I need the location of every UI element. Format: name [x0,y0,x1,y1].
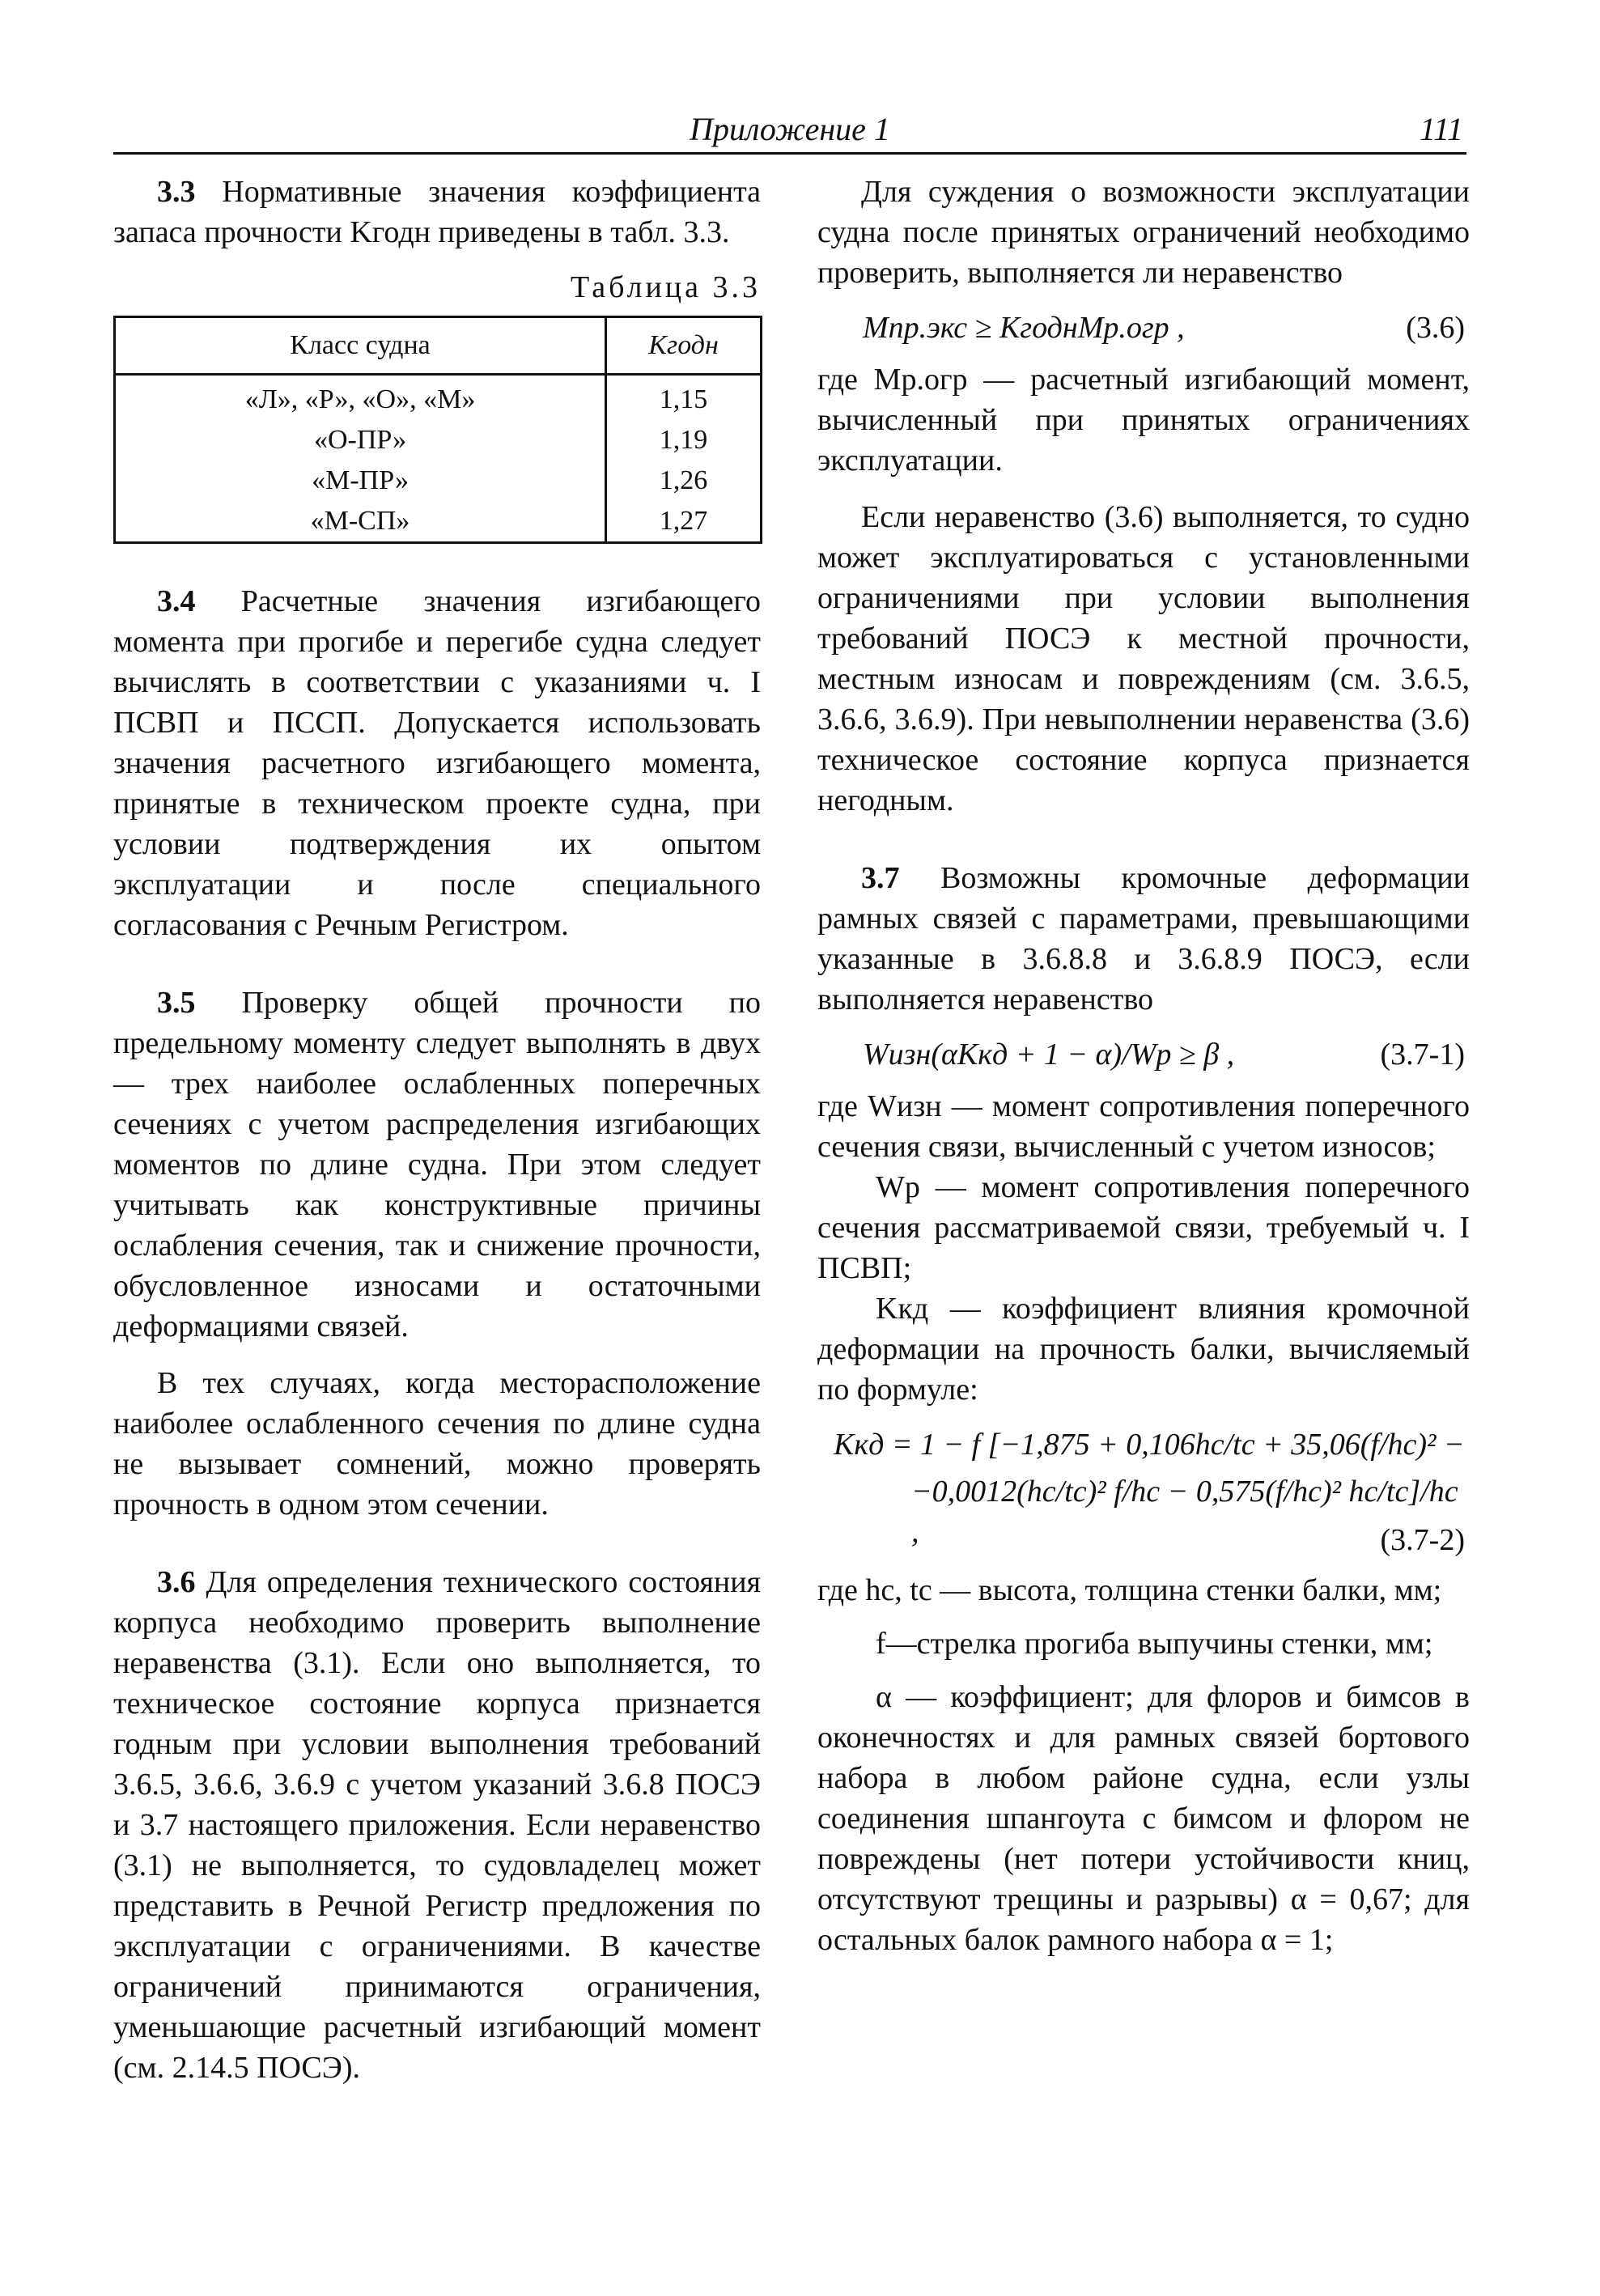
formula-line: −0,0012(hс/tс)² f/hс − 0,575(f/hс)² hс/tс]/hс , [911,1475,1458,1549]
definition: Wр — момент сопротивления поперечного сечения рассматриваемой связи, требуемый ч. I ПСВП; [817,1170,1470,1285]
formula-number: (3.7-1) [1380,1038,1465,1072]
definition: где hс, tс — высота, толщина стенки балки, мм; [817,1573,1442,1607]
table-cell: «М-СП» [115,501,606,543]
left-column [113,172,761,2088]
definition: α — коэффициент; для флоров и бимсов в оконечностях и для рамных связей бортового набора в любом районе судна, если узлы соединения шпангоута с бимсом и флором не повреждены (нет потери устойчивости книц, отсутствуют трещины и разрывы) α = 0,67; для остальных балок рамного набора α = 1; [817,1680,1470,1957]
table-row [115,460,762,501]
table-row [115,375,762,421]
table-cell: «О-ПР» [115,420,606,460]
definition: где Mр.огр — расчетный изгибающий момент, вычисленный при принятых ограничениях эксплуатации. [817,363,1470,477]
section-3-6 [113,1562,761,2088]
table-header-row [115,317,762,375]
table-header: Kгодн [606,317,762,375]
table-cell: «Л», «Р», «О», «М» [115,375,606,421]
section-text: Возможны кромочные деформации рамных связей с параметрами, превышающими указанные в 3.6.8.8 и 3.6.8.9 ПОСЭ, если выполняется неравенство [817,861,1471,1016]
section-text: Расчетные значения изгибающего момента при прогибе и перегибе судна следует вычислять в соответствии с указаниями ч. I ПСВП и ПССП. Допускается использовать значения расчетного изгибающего момента, принятые в техническом проекте судна, при условии подтверждения их опытом эксплуатации и после специального согласования с Речным Регистром. [113,584,762,942]
section-text: Проверку общей прочности по предельному моменту следует выполнять в двух — трех наиболее ослабленных поперечных сечениях с учетом распределения изгибающих моментов по длине судна. При этом следует учитывать как конструктивные причины ослабления сечения, так и снижение прочности, обусловленное износами и остаточными деформациями связей. [113,986,762,1343]
section-number: 3.5 [157,986,196,1020]
section-3-3 [113,172,761,253]
paragraph: Для суждения о возможности эксплуатации судна после принятых ограничений необходимо проверить, выполняется ли неравенство [817,175,1470,290]
paragraph: В тех случаях, когда месторасположение наиболее ослабленного сечения по длине судна не вызывает сомнений, можно проверять прочность в одном этом сечении. [113,1366,761,1521]
section-text: Для определения технического состояния корпуса необходимо проверить выполнение неравенства (3.1). Если оно выполняется, то техническое состояние корпуса признается годным при условии выполнения требований 3.6.5, 3.6.6, 3.6.9 с учетом указаний 3.6.8 ПОСЭ и 3.7 настоящего приложения. Если неравенство (3.1) не выполняется, то судовладелец может представить в Речной Регистр предложения по эксплуатации с ограничениями. В качестве ограничений принимаются ограничения, уменьшающие расчетный изгибающий момент (см. 2.14.5 ПОСЭ). [113,1565,762,2085]
table-cell: 1,27 [606,501,762,543]
table-caption: Таблица 3.3 [570,270,761,304]
page-number: 111 [1419,111,1463,147]
section-3-5 [113,982,761,1347]
table-cell: 1,15 [606,375,762,421]
section-number: 3.6 [157,1565,196,1599]
running-title: Приложение 1 [690,111,890,147]
page-header [113,104,1466,155]
formula-number: (3.6) [1406,311,1465,345]
definition: f—стрелка прогиба выпучины стенки, мм; [876,1627,1433,1661]
table-header: Класс судна [115,317,606,375]
formula-expression: Mпр.экс ≥ KгоднMр.огр , [863,311,1185,345]
section-3-4 [113,581,761,945]
formula-3-7-1 [817,1031,1470,1080]
table-cell: 1,26 [606,460,762,501]
section-text: Нормативные значения коэффициента запаса прочности Kгодн приведены в табл. 3.3. [113,175,762,249]
formula-line: Kкд = 1 − f [−1,875 + 0,106hс/tс + 35,06(f/hс)² − [834,1428,1465,1462]
right-column [817,172,1470,1960]
paragraph: Если неравенство (3.6) выполняется, то судно может эксплуатироваться с установленными ограничениями при условии выполнения требований ПОСЭ к местной прочности, местным износам и повреждениям (см. 3.6.5, 3.6.6, 3.6.9). При невыполнении неравенства (3.6) техническое состояние корпуса признается негодным. [817,500,1470,817]
table-row [115,420,762,460]
section-number: 3.3 [157,175,196,209]
table-row [115,501,762,543]
formula-number: (3.7-2) [1380,1523,1465,1557]
table-cell: 1,19 [606,420,762,460]
definition: где Wизн — момент сопротивления поперечного сечения связи, вычисленный с учетом износов; [817,1089,1470,1164]
section-number: 3.4 [157,584,196,618]
table-cell: «М-ПР» [115,460,606,501]
formula-3-7-2 [817,1421,1470,1564]
formula-3-6 [817,304,1470,353]
section-number: 3.7 [861,861,900,895]
formula-expression: Wизн(αKкд + 1 − α)/Wр ≥ β , [863,1038,1235,1072]
definition: Kкд — коэффициент влияния кромочной деформации на прочность балки, вычисляемый по формуле: [817,1292,1470,1407]
safety-factor-table [113,316,762,544]
section-3-7 [817,858,1470,1020]
